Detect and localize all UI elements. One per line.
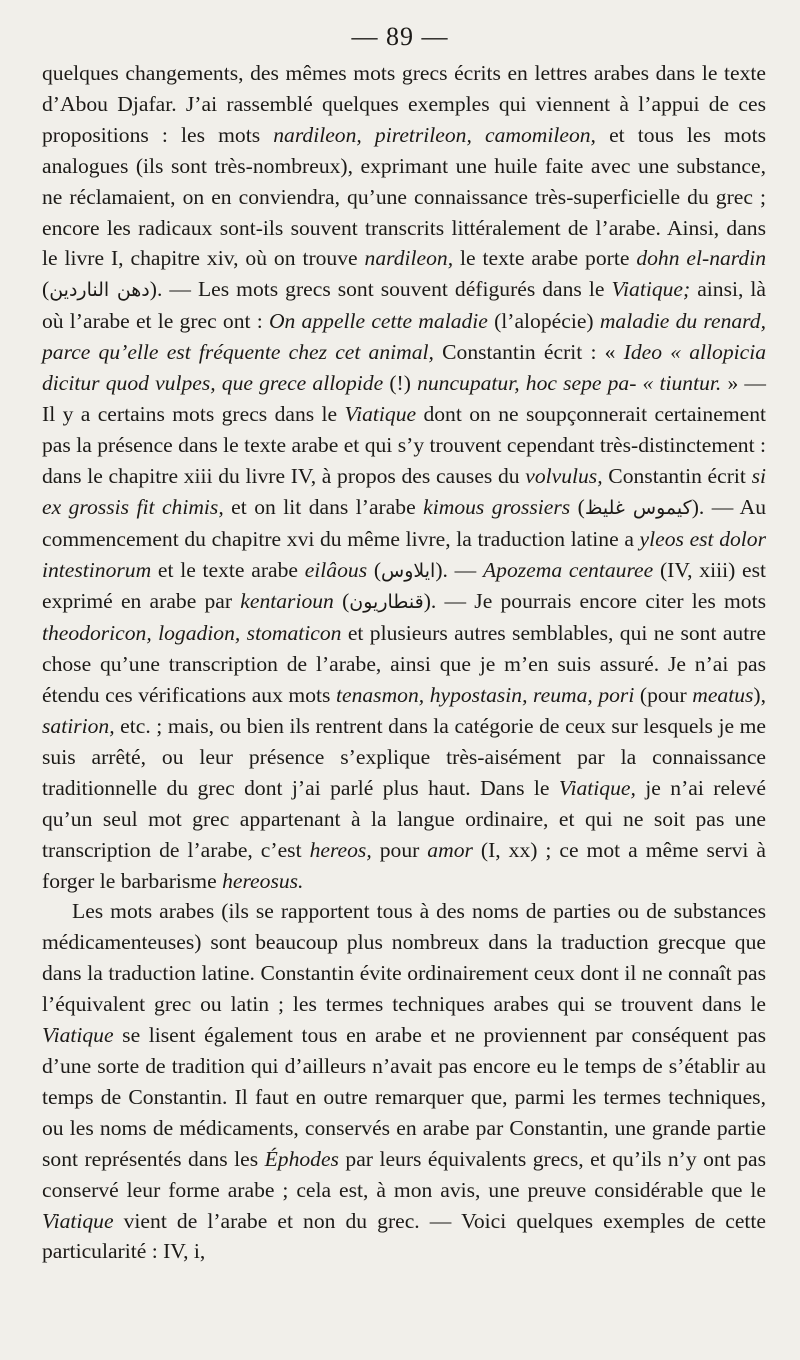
span: dohn el-nardin <box>636 246 766 271</box>
span: (pour <box>634 683 693 708</box>
span: Viatique <box>344 401 417 426</box>
span: ). — Je pourrais encore citer les mots <box>423 589 766 614</box>
span: Ideo « allopicia dicitur quod vulpes, que grece allopide <box>42 340 766 396</box>
span: nardileon, <box>364 246 454 271</box>
span: par leurs équivalents grecs, et qu’ils n’y ont pas conservé leur forme arabe ; cela est, à mon avis, une preuve considérable que le <box>42 1146 766 1202</box>
span: et on lit dans l’arabe <box>223 494 424 519</box>
paragraph <box>42 896 766 1267</box>
span: theodoricon, logadion, stomaticon <box>42 621 342 646</box>
span: meatus <box>692 683 754 708</box>
span: (I, xx) ; ce mot a même servi à forger le barbarisme <box>42 837 766 893</box>
span: ( <box>333 589 350 614</box>
span: (l’alopécie) <box>487 309 600 334</box>
arabic-text: دهن الناردين <box>49 279 150 302</box>
span: hereos, <box>309 837 372 862</box>
span: yleos est dolor intestinorum <box>42 526 766 582</box>
span: dont on ne soupçonnerait certainement pas la présence dans le texte arabe et qui s’y trouvent cependant très-distinctement : dans le chapitre xiii du livre IV, à propos des causes du <box>42 401 766 488</box>
span: On appelle cette maladie <box>268 309 488 334</box>
page-number: — 89 — <box>351 22 449 51</box>
span: nuncupatur, hoc sepe pa- « tiuntur. <box>417 371 722 396</box>
paragraph <box>42 58 766 896</box>
span: vient de l’arabe et non du grec. — Voici quelques exemples de cette particularité : IV, i, <box>42 1208 766 1264</box>
span: kentarioun <box>240 589 334 614</box>
span: etc. ; mais, ou bien ils rentrent dans la catégorie de ceux sur lesquels je me suis arrêté, ou leur présence s’explique très-aisément par la connaissance traditionnelle du grec dont j’ai parlé plus haut. Dans le <box>42 714 766 800</box>
span: (IV, xiii) est exprimé en arabe par <box>42 557 766 614</box>
span: pour <box>371 837 428 862</box>
span: se lisent également tous en arabe et ne proviennent par conséquent pas d’une sorte de tradition qui d’ailleurs n’avait pas encore eu le temps de s’établir au temps de Constantin. Il faut en outre remarquer que, parmi les termes techniques, ou les noms de médicaments, conservés en arabe par Constantin, une grande partie sont représentés dans les <box>42 1023 766 1171</box>
span: Les mots arabes (ils se rapportent tous à des noms de parties ou de substances médicamenteuses) sont beaucoup plus nombreux dans la traduction grecque que dans la traduction latine. Constantin évite ordinairement ceux dont il ne connaît pas l’équivalent grec ou latin ; les termes techniques arabes qui se trouvent dans le <box>42 899 766 1017</box>
span: et tous les mots analogues (ils sont très-nombreux), exprimant une huile faite avec une substance, ne réclamaient, on en conviendra, qu’une connaissance très-superficielle du grec ; encore les radicaux sont-ils souvent transcrits littéralement de l’arabe. Ainsi, dans le livre I, chapitre xiv, où on trouve <box>42 122 766 271</box>
span: Viatique <box>42 1208 114 1233</box>
span: ( <box>570 494 585 519</box>
span: Viatique, <box>558 775 636 800</box>
span: hereosus. <box>222 868 304 893</box>
span: ). — Les mots grecs sont souvent défigurés dans le <box>149 277 612 302</box>
span: satirion, <box>42 714 115 739</box>
span: et plusieurs autres semblables, qui ne sont autre chose qu’une transcription de l’arabe, ainsi que je m’en suis assuré. Je n’ai pas étendu ces vérifications aux mots <box>42 621 767 708</box>
span: » — Il y a certains mots grecs dans le <box>42 371 766 426</box>
span: ( <box>42 277 50 302</box>
span: Apozema centauree <box>482 557 654 582</box>
span: amor <box>427 837 473 862</box>
span: et le texte arabe <box>151 557 305 582</box>
span: ). — <box>435 557 483 582</box>
span: (!) <box>383 371 418 396</box>
span: ), <box>753 683 766 708</box>
span: kimous grossiers <box>423 494 571 519</box>
arabic-text: قنطاريون <box>349 591 424 614</box>
body-text <box>42 58 766 1267</box>
span: volvulus, <box>525 463 603 488</box>
span: le texte arabe porte <box>453 246 637 271</box>
span: ( <box>367 557 382 582</box>
span: ainsi, là où l’arabe et le grec ont : <box>42 277 766 334</box>
span: maladie du renard, parce qu’elle est fréquente chez cet animal, <box>42 309 766 365</box>
span: si ex grossis fit chimis, <box>42 463 766 519</box>
span: Constantin écrit : « <box>433 340 624 365</box>
arabic-text: ايلاوس <box>381 559 436 582</box>
span: Viatique; <box>611 277 691 302</box>
span: eilâous <box>304 557 368 582</box>
span: nardileon, piretrileon, camomileon, <box>273 122 596 147</box>
span: ). — Au commencement du chapitre xvi du même livre, la traduction latine a <box>42 494 766 551</box>
span: tenasmon, hypostasin, reuma, pori <box>335 683 635 708</box>
span: Éphodes <box>264 1146 339 1171</box>
span: Viatique <box>42 1023 114 1048</box>
arabic-text: كيموس غليظ <box>584 496 692 519</box>
span: je n’ai relevé qu’un seul mot grec appartenant à la langue ordinaire, et qui ne soit pas une transcription de l’arabe, c’est <box>42 775 767 862</box>
span: Constantin écrit <box>602 463 752 488</box>
span: quelques changements, des mêmes mots grecs écrits en lettres arabes dans le texte d’Abou Djafar. J’ai rassemblé quelques exemples qui viennent à l’appui de ces propositions : les mots <box>42 61 766 147</box>
